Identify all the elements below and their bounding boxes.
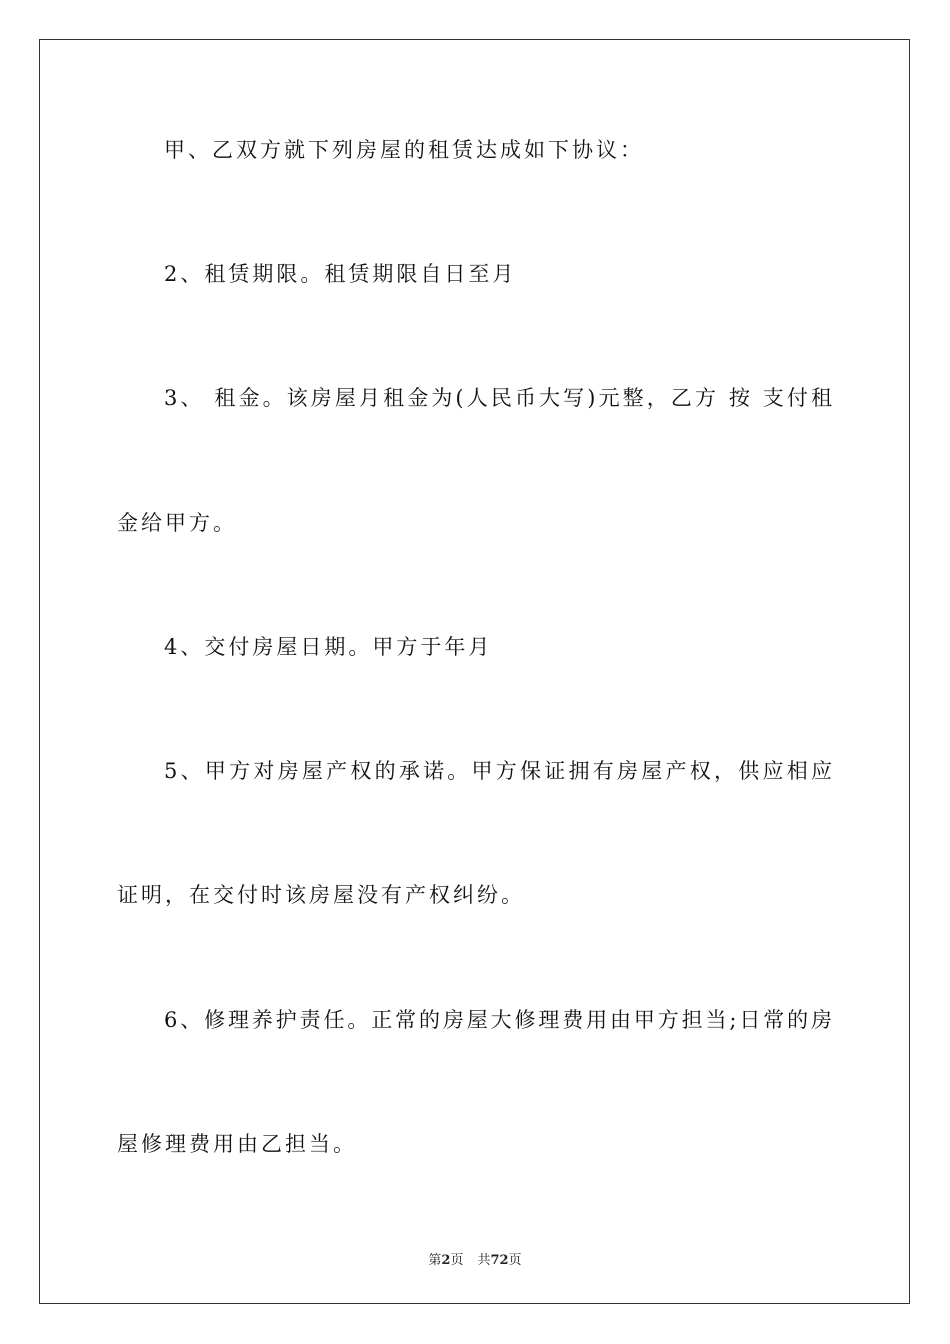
page-total: 72: [490, 1253, 509, 1268]
page-border: [39, 39, 910, 1304]
total-prefix: 共: [477, 1253, 491, 1268]
total-suffix: 页: [508, 1253, 522, 1268]
clause-5-ownership-line-1: 5、甲方对房屋产权的承诺。甲方保证拥有房屋产权，供应相应: [164, 759, 834, 783]
clause-6-repair-line-1: 6、修理养护责任。正常的房屋大修理费用由甲方担当;日常的房: [164, 1008, 834, 1032]
clause-5-ownership-line-2: 证明，在交付时该房屋没有产权纠纷。: [117, 883, 525, 907]
clause-3-rent-line-2: 金给甲方。: [117, 511, 237, 535]
page-current: 2: [441, 1253, 451, 1268]
page-footer: [0, 1249, 950, 1268]
page-suffix: 页: [450, 1253, 464, 1268]
clause-6-repair-line-2: 屋修理费用由乙担当。: [117, 1132, 357, 1156]
clause-4-delivery-date: 4、交付房屋日期。甲方于年月: [164, 635, 493, 659]
clause-3-rent-line-1: 3、 租金。该房屋月租金为(人民币大写)元整，乙方 按 支付租: [164, 386, 834, 410]
page-prefix: 第: [428, 1253, 442, 1268]
clause-2-lease-term: 2、租赁期限。租赁期限自日至月: [164, 262, 517, 286]
agreement-intro: 甲、乙双方就下列房屋的租赁达成如下协议：: [164, 138, 644, 162]
